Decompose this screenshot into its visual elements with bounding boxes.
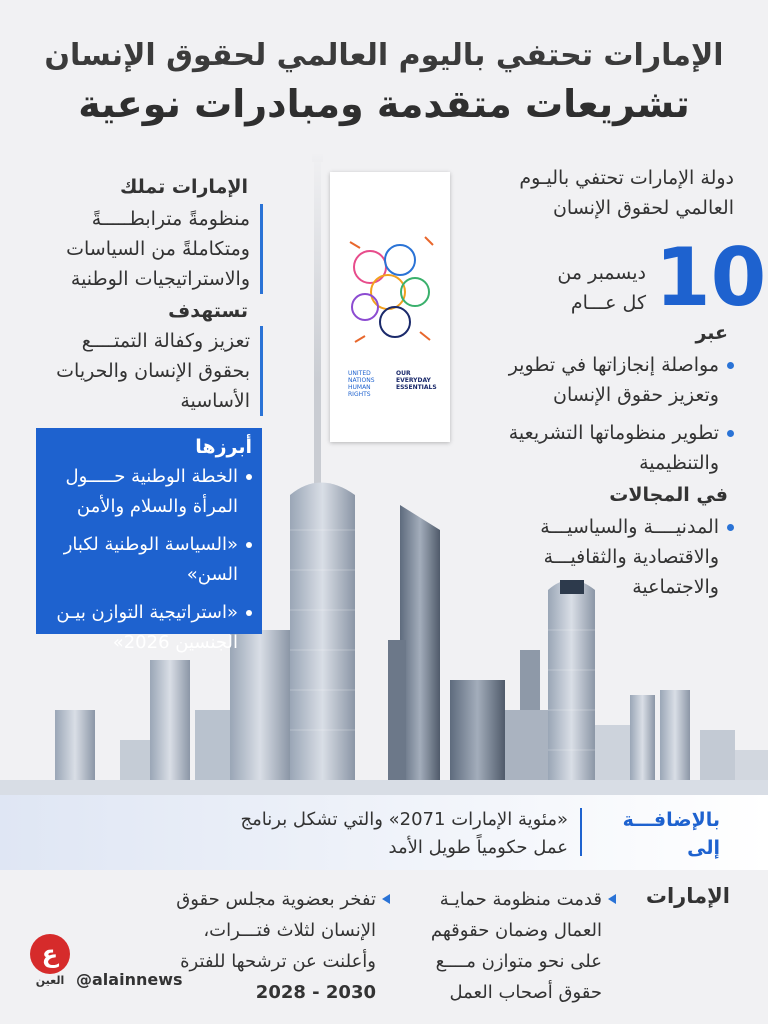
aims-heading: تستهدف [168,300,248,322]
bottom-col-1 [406,884,616,1008]
fields-line-3: والاجتماعية [632,576,719,598]
highlight-3-line-2: الجنسين 2026» [112,632,238,653]
bullet-dot-icon [727,430,734,437]
un-human-rights-flag [330,172,450,442]
has-line-3: والاستراتيجيات الوطنية [70,268,250,290]
col1-line-1: قدمت منظومة حمايـة [439,889,602,910]
band-label-line-1: بالإضافـــة [622,809,720,831]
title-line-2: تشريعات متقدمة ومبادرات نوعية [78,82,690,126]
aims-line-1: تعزيز وكفالة التمتــــع [81,330,250,352]
highlight-1-line-2: المرأة والسلام والأمن [76,496,238,517]
band-text-line-1: «مئوية الإمارات 2071» والتي تشكل برنامج [240,809,568,830]
band-label [623,806,720,862]
via-item-1-line-2: وتعزيز حقوق الإنسان [553,384,719,406]
bottom-col-2 [150,884,390,1008]
bullet-dot-icon [246,474,252,480]
highlight-item [36,598,252,658]
arrow-bullet-icon [608,894,616,904]
via-item [444,418,734,478]
date-block [486,258,646,318]
intro-line-1: دولة الإمارات تحتفي باليـوم [519,167,734,189]
band-text [168,806,568,862]
big-number-10: 10 [655,231,767,324]
col1-line-2: العمال وضمان حقوقهم [430,920,602,941]
bullet-dot-icon [246,542,252,548]
intro-block [454,163,734,223]
band-label-line-2: إلى [687,837,720,859]
via-list [444,350,734,478]
date-line-1: ديسمبر من [557,262,646,284]
band-divider [580,808,582,856]
everyday-essentials-label: OUR EVERYDAY ESSENTIALS [396,370,437,391]
col1-line-3: على نحو متوازن مــــع [435,951,602,972]
aims-line-2: بحقوق الإنسان والحريات [56,360,250,382]
has-line-2: ومتكاملةً من السياسات [66,238,250,260]
col2-line-3: وأعلنت عن ترشحها للفترة [180,951,376,972]
arrow-bullet-icon [382,894,390,904]
aims-line-3: الأساسية [180,390,250,412]
highlight-2-line-1: «السياسة الوطنية لكبار [63,534,238,555]
faces-artwork-icon [330,222,450,362]
bullet-dot-icon [727,524,734,531]
via-item-1-line-1: مواصلة إنجازاتها في تطوير [508,354,719,376]
bottom-heading: الإمارات [645,884,730,908]
has-heading: الإمارات تملك [119,176,248,198]
fields-block [444,512,734,602]
col2-line-4: 2028 - 2030 [255,982,376,1003]
via-item-2-line-1: تطوير منظوماتها التشريعية [508,422,719,444]
highlight-item [36,530,252,590]
highlights-heading: أبرزها [195,436,252,458]
highlight-2-line-2: السن» [186,564,238,585]
aims-block [40,326,263,416]
logo-name: العين [35,974,65,987]
highlight-item [36,462,252,522]
fields-line-1: المدنيــــة والسياسيـــة [540,516,719,538]
band-text-line-2: عمل حكومياً طويل الأمد [388,837,568,858]
un-human-rights-label: UNITED NATIONS HUMAN RIGHTS [348,370,375,398]
has-block [40,204,263,294]
via-item-2-line-2: والتنظيمية [639,452,719,474]
fields-line-2: والاقتصادية والثقافيـــة [543,546,719,568]
via-heading: عبر [695,322,728,344]
has-line-1: منظومةً مترابطـــــةً [91,208,250,230]
intro-line-2: العالمي لحقوق الإنسان [552,197,734,219]
bullet-dot-icon [246,610,252,616]
bullet-dot-icon [727,362,734,369]
via-item [444,350,734,410]
col2-line-2: الإنسان لثلاث فتـــرات، [203,920,376,941]
date-line-2: كل عـــام [570,292,646,314]
social-handle: @alainnews [76,970,183,989]
highlights-box [36,428,262,653]
alain-logo-icon [30,934,70,974]
highlight-3-line-1: «استراتيجية التوازن بيـن [56,602,238,623]
title-line-1: الإمارات تحتفي باليوم العالمي لحقوق الإنسان [44,38,724,73]
col1-line-4: حقوق أصحاب العمل [449,982,602,1003]
highlight-1-line-1: الخطة الوطنية حـــــول [65,466,238,487]
logo-letter: ع [41,940,59,968]
col2-line-1: تفخر بعضوية مجلس حقوق [176,889,376,910]
fields-heading: في المجالات [609,484,728,506]
